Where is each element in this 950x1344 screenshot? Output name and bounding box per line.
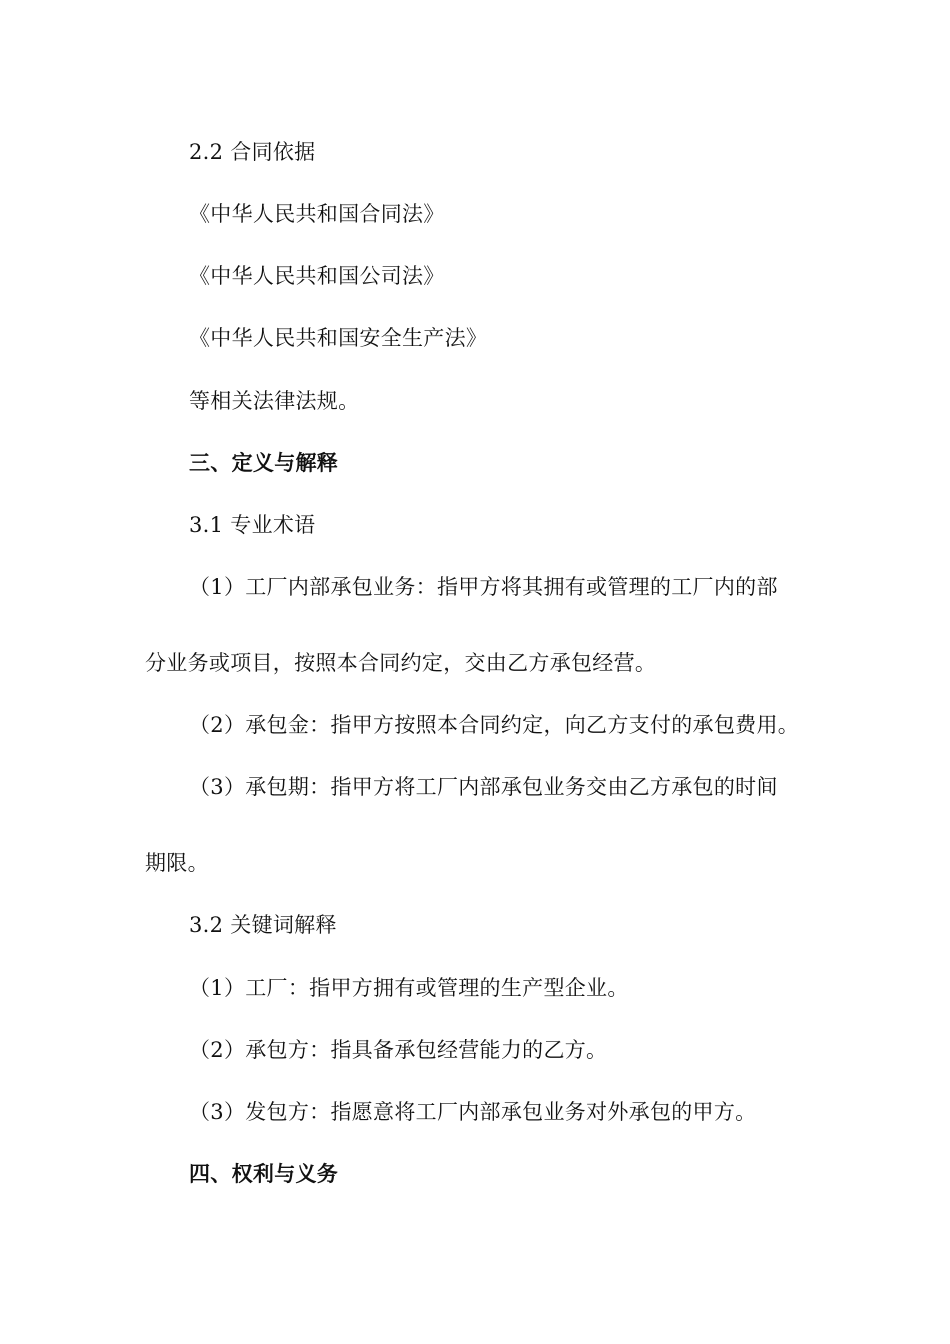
section-3-1-heading: 3.1 专业术语	[189, 513, 316, 537]
keyword-1: （1）工厂：指甲方拥有或管理的生产型企业。	[189, 976, 629, 1000]
law-etc-text: 等相关法律法规。	[189, 389, 360, 413]
term-2: （2）承包金：指甲方按照本合同约定，向乙方支付的承包费用。	[189, 713, 800, 737]
section-4-heading: 四、权利与义务	[189, 1161, 339, 1186]
term-1-line-2: 分业务或项目，按照本合同约定，交由乙方承包经营。	[145, 651, 657, 675]
term-1-line-1: （1）工厂内部承包业务：指甲方将其拥有或管理的工厂内的部	[189, 575, 778, 599]
keyword-3: （3）发包方：指愿意将工厂内部承包业务对外承包的甲方。	[189, 1100, 757, 1124]
keyword-2: （2）承包方：指具备承包经营能力的乙方。	[189, 1038, 608, 1062]
section-3-2-heading: 3.2 关键词解释	[189, 913, 337, 937]
section-3-heading: 三、定义与解释	[189, 450, 339, 475]
term-3-line-1: （3）承包期：指甲方将工厂内部承包业务交由乙方承包的时间	[189, 775, 778, 799]
section-2-2-heading: 2.2 合同依据	[189, 140, 316, 164]
law-work-safety-law: 《中华人民共和国安全生产法》	[189, 326, 488, 350]
term-3-line-2: 期限。	[145, 851, 209, 875]
law-company-law: 《中华人民共和国公司法》	[189, 264, 445, 288]
law-contract-law: 《中华人民共和国合同法》	[189, 202, 445, 226]
